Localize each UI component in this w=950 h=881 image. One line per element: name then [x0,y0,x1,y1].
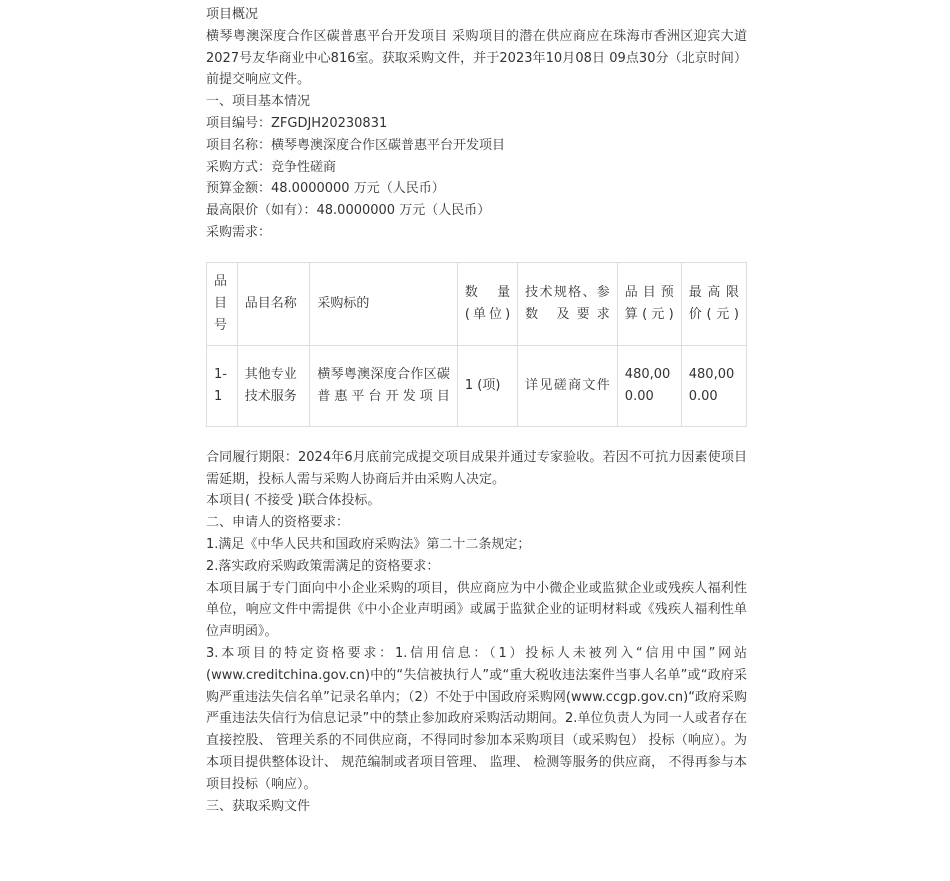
table-cell: 其他专业技术服务 [237,345,310,426]
budget-amount: 预算金额：48.0000000 万元（人民币） [206,181,445,197]
table-header-cell: 品目号 [207,262,238,345]
requirements-table-wrap [206,262,747,427]
table-cell: 480,000.00 [681,345,746,426]
contract-period: 合同履行期限：2024年6月底前完成提交项目成果并通过专家验收。若因不可抗力因素使项目需延期，投标人需与采购人协商后并由采购人决定。 [206,449,747,487]
procurement-method: 采购方式：竞争性磋商 [206,159,337,175]
table-header-cell: 采购标的 [310,262,458,345]
requirements-table [206,262,747,427]
project-number: 项目编号：ZFGDJH20230831 [206,115,388,131]
overview-title: 项目概况 [206,7,259,22]
section1-title: 一、项目基本情况 [206,94,311,110]
table-header-cell: 数 量(单位) [457,262,517,345]
table-row [207,345,747,426]
requirements-label: 采购需求： [206,224,272,240]
requirement-2-title: 2.落实政府采购政策需满足的资格要求： [206,558,440,574]
table-cell: 横琴粤澳深度合作区碳普惠平台开发项目 [310,345,458,426]
table-cell: 1 (项) [457,345,517,426]
section2-title: 二、申请人的资格要求： [206,515,350,531]
table-header-cell: 技术规格、参数 及要求 [518,262,618,345]
table-cell: 1-1 [207,345,238,426]
table-header-cell: 品目名称 [237,262,310,345]
table-header-row [207,262,747,345]
requirement-2-text: 本项目属于专门面向中小企业采购的项目，供应商应为中小微企业或监狱企业或残疾人福利性单位，响应文件中需提供《中小企业声明函》或属于监狱企业的证明材料或《残疾人福利性单位声明函》。 [206,580,747,640]
project-name: 项目名称：横琴粤澳深度合作区碳普惠平台开发项目 [206,137,506,153]
table-header-cell: 品目预算(元) [617,262,681,345]
max-price: 最高限价（如有）：48.0000000 万元（人民币） [206,203,491,219]
table-cell: 480,000.00 [617,345,681,426]
table-cell: 详见磋商文件 [518,345,618,426]
requirement-1: 1.满足《中华人民共和国政府采购法》第二十二条规定； [206,536,531,552]
section3-title: 三、获取采购文件 [206,798,311,814]
document-body [206,4,747,817]
table-header-cell: 最高限价(元) [681,262,746,345]
overview-text: 横琴粤澳深度合作区碳普惠平台开发项目 采购项目的潜在供应商应在珠海市香洲区迎宾大道2027号友华商业中心816室。获取采购文件，并于2023年10月08日 09点30分（北京时间）前提交响应文件。 [206,28,747,88]
consortium-note: 本项目( 不接受 )联合体投标。 [206,493,381,509]
requirement-3-text: 3.本项目的特定资格要求：1.信用信息：（1）投标人未被列入“信用中国”网站(www.creditchina.gov.cn)中的“失信被执行人”或“重大税收违法案件当事人名单”或“政府采购严重违法失信名单”记录名单内；（2）不处于中国政府采购网(www.ccgp.gov.cn)“政府采购严重违法失信行为信息记录”中的禁止参加政府采购活动期间。2.单位负责人为同一人或者存在直接控股、 管理关系的不同供应商，不得同时参加本采购项目（或采购包） 投标（响应）。为本项目提供整体设计、 规范编制或者项目管理、 监理、 检测等服务的供应商， 不得再参与本项目投标（响应）。 [206,645,747,792]
